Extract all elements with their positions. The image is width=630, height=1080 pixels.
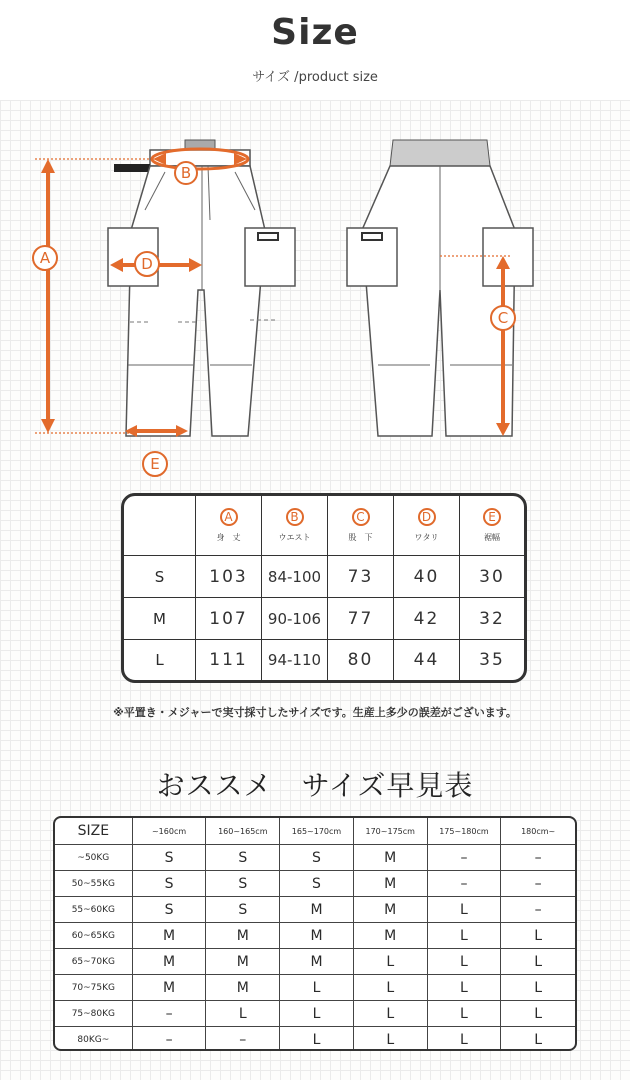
marker-a [33, 246, 57, 270]
svg-text:C: C [497, 309, 509, 327]
table-row: 75~80KG – L L L L L [55, 1001, 575, 1027]
table-row: ~50KG S S S M – – [55, 845, 575, 871]
marker-d [135, 252, 159, 276]
measurement-note: ※平置き・メジャーで実寸採寸したサイズです。生産上多少の誤差がございます。 [113, 706, 517, 719]
table-row: 70~75KG M M L L L L [55, 975, 575, 1001]
recommend-size-table [53, 816, 577, 1051]
table-row: 55~60KG S S M M L – [55, 897, 575, 923]
table-row: L 111 94-110 80 44 35 [124, 640, 524, 680]
table-row: 60~65KG M M M M L L [55, 923, 575, 949]
table-row: 65~70KG M M M L L L [55, 949, 575, 975]
header-c: C 股 下 [328, 496, 394, 555]
svg-text:E: E [150, 455, 160, 473]
table-row: 50~55KG S S S M – – [55, 871, 575, 897]
svg-text:A: A [39, 249, 51, 267]
svg-text:D: D [141, 255, 153, 273]
pants-back [347, 140, 533, 436]
marker-e [143, 452, 167, 476]
page-subtitle: サイズ /product size [252, 70, 378, 85]
page-title: Size [271, 12, 359, 53]
pants-diagram [0, 100, 630, 480]
size-corner-label: SIZE [55, 818, 133, 844]
header-e: E 裾幅 [484, 510, 500, 542]
header-a: A 身 丈 [196, 496, 262, 555]
table-row: M 107 90-106 77 42 32 [124, 598, 524, 639]
table-row: 80KG~ – – L L L L [55, 1027, 575, 1051]
marker-c [491, 306, 515, 330]
pants-front [108, 140, 295, 436]
recommend-title: おススメ サイズ早見表 [156, 769, 474, 802]
size-measurement-table [121, 493, 527, 683]
recommend-header-row: SIZE ~160cm 160~165cm 165~170cm 170~175cm 175~180cm 180cm~ [55, 818, 575, 845]
header-b: B ウエスト [262, 496, 328, 555]
svg-text:B: B [180, 164, 192, 182]
size-table-header-row [124, 496, 524, 555]
marker-b [175, 162, 197, 184]
header-d: D ワタリ [394, 496, 460, 555]
table-row: S 103 84-100 73 40 30 [124, 556, 524, 597]
